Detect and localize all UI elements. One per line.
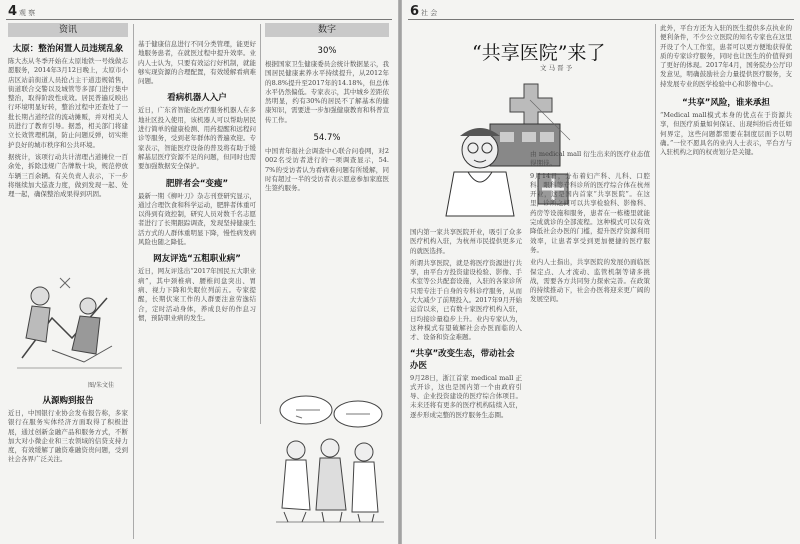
middle-body-3: 最新一期《柳叶刀》杂志刊登研究显示，通过合理饮食和科学运动，肥胖者体重可以得到有效控制，研究人员对数千名志愿者进行了长期跟踪调查，发现坚持健康生活方式的人群体重明显下降，慢性病发病风险也随之降低。 xyxy=(138,191,256,247)
right-column-divider xyxy=(655,24,656,539)
headline-source-report: 从源购到报告 xyxy=(42,396,94,406)
right-column-3 xyxy=(660,24,792,539)
news-section-header: 资讯 xyxy=(8,23,128,37)
news-column-bottom xyxy=(8,392,128,540)
numbers-body-2: 中国青年报社会调查中心联合问卷网，对2002名受访者进行的一项调查显示，54.7%的受访者认为看病难问题有所缓解，同时有超过一半的受访者表示愿意参加家庭医生签约服务。 xyxy=(265,147,389,193)
news-body-2: 据统计，该项行动共计清理占道摊位一百余处，拆除违规广告牌数十块，规范停放车辆三百余辆。有关负责人表示，下一步将继续加大巡查力度，做到发现一起、处理一起，确保整治成果得到巩固。 xyxy=(8,152,128,199)
right-col1-body-2: 9月28日，浙江首家 medical mall 正式开诊，这也是国内第一个由政府引导、企业投资建设的医疗综合体项目。未来还将有更多的医疗机构陆续入驻，逐步形成完整的医疗服务生态圈。 xyxy=(410,373,522,419)
right-col2-body-2: 业内人士指出，共享医院的发展仍面临医保定点、人才流动、监管机制等诸多挑战，需要各方共同努力探索完善。在政策的持续推动下，社会办医将迎来更广阔的发展空间。 xyxy=(530,258,650,304)
numbers-section-header: 数字 xyxy=(265,23,389,37)
left-page xyxy=(0,0,398,544)
right-col1-body: 所谓共享医院，就是将医疗资源进行共享，由平台方投资建设检验、影像、手术室等公共配套设施，入驻的各家诊所只需专注于自身的专科诊疗服务，从而大大减少了前期投入。2017年9月开始运营以来，已有数十家医疗机构入驻，日均接诊量稳步上升。业内专家认为，这种模式有望破解社会办医面临的人才、设备和资金难题。 xyxy=(410,258,522,342)
column-divider xyxy=(133,24,134,539)
right-col2-intro: 由 medical mall 衍生出来的医疗业态值得期待。 xyxy=(530,150,650,168)
headline-sharing-risk: “共享”风险，谁来承担 xyxy=(682,98,770,109)
stat-30-percent: 30% xyxy=(317,46,337,56)
article-title: “共享医院”来了 xyxy=(472,42,606,64)
left-folio: 4 观 察 xyxy=(8,4,36,19)
illustration-caption: 图/朱文佳 xyxy=(88,382,115,389)
headline-obesity: 肥胖者会“变瘦” xyxy=(165,178,229,189)
news-column-top xyxy=(8,40,128,255)
right-col2-body: 9月14日，分布着妇产科、儿科、口腔科、眼科等专科诊所的医疗综合体在杭州开业，这是国内首家“共享医院”。在这里，诊所之间可以共享检验科、影像科、药房等设施和服务，患者在一栋楼里就能完成就诊的全部流程。这种模式可以有效降低社会办医的门槛，提升医疗资源利用效率，让患者享受到更加便捷的医疗服务。 xyxy=(530,171,650,254)
middle-body-1: 基于健康信息进行不同分类管理，能更好地服务患者，在就医过程中提升效率。业内人士认为，只要有效运行好机制，就能够实现资源的合理配置，有效缓解看病难问题。 xyxy=(138,40,256,86)
doctors-cartoon-illustration xyxy=(266,388,390,536)
headline-occupational: 网友评选“五粗职业病” xyxy=(153,254,241,265)
right-column-2 xyxy=(530,150,650,540)
column-divider-2 xyxy=(260,24,261,424)
stat-54-percent: 54.7% xyxy=(313,133,341,144)
headline-robot: 看病机器人入户 xyxy=(167,93,227,104)
numbers-body-1: 根据国家卫生健康委员会统计数据显示，我国居民健康素养水平持续提升，从2012年的8.8%提升至2017年的14.18%，但总体水平仍然偏低。专家表示，其中城乡差距依然明显，约有30%的居民不了解基本的健康知识，需要进一步加强健康教育和科普宣传工作。 xyxy=(265,60,389,124)
headline-sharing-ecosystem: “共享”改变生态，带动社会办医 xyxy=(410,348,515,371)
left-header-rule xyxy=(6,19,392,20)
headline-taiyuan: 太原：整治闲置人员违规乱象 xyxy=(12,44,124,54)
right-col3-body: 此外，平台方还为入驻的医生提供多点执业的便利条件，不少公立医院的知名专家也在这里开设了个人工作室，患者可以更方便地获得优质的专家诊疗服务，同时也让医生的价值得到了更好的体现。2017年4月，国务院办公厅印发意见，明确鼓励社会力量提供医疗服务，支持发展专业的医学检验中心和影像中心。 xyxy=(660,24,792,88)
right-header-rule xyxy=(408,19,794,20)
middle-column xyxy=(138,40,256,540)
right-page xyxy=(402,0,800,544)
right-col3-body-3: “Medical mall模式本身的优点在于资源共享，但医疗质量如何保证、出现纠纷后责任如何界定，这些问题都需要在制度层面予以明确。”一位不愿具名的业内人士表示，平台方与入驻机构之间的权责划分是关键。 xyxy=(660,111,792,157)
news-body-1: 陈大杰从冬季开始在太原地铁一号线做志愿服务，2014年3月12日晚上，太原市小店区站前街道人员抢占主干道违规销售，街道联合交警以及城管等多部门进行集中整治，取得阶段性成效。居民普遍反映出行环境明显好转，整治过程中还查处了一批长期占道经营的流动摊贩，并对相关人员进行了教育引导。据悉，相关部门将建立长效管理机制，防止问题反弹，切实维护良好的城市秩序和公共环境。 xyxy=(8,57,128,149)
hospital-sketch-illustration xyxy=(12,258,126,378)
right-col1-intro: 国内第一家共享医院开业，吸引了众多医疗机构入驻，为杭州市民提供更多元的就医选择。 xyxy=(410,228,522,255)
news-body-3: 近日，中国银行业协会发布报告称，多家银行在服务实体经济方面取得了积极进展，通过创新金融产品和服务方式，不断加大对小微企业和三农领域的信贷支持力度，有效缓解了融资难融资贵问题，受到社会各界广泛关注。 xyxy=(8,409,128,464)
right-folio: 6 社 会 xyxy=(410,4,438,19)
middle-body-4: 近日，网友评选出“2017年国民五大职业病”，其中颈椎病、腰椎间盘突出、胃病、视力下降和失眠位列前五。专家提醒，长期伏案工作的人群要注意劳逸结合，定时活动身体，养成良好的作息习惯，预防职业病的发生。 xyxy=(138,267,256,322)
article-byline: 文 马 晋 予 xyxy=(540,64,573,72)
numbers-column xyxy=(265,40,389,380)
right-column-1 xyxy=(410,228,522,540)
middle-body-2: 近日，广东省智能化医疗服务机器人在多地社区投入使用，该机器人可以帮助居民进行简单的健康检测、用药提醒和远程问诊等服务，受到老年群体的普遍欢迎。专家表示，智能医疗设备的普及将有助于缓解基层医疗资源不足的问题，但同时也需要加强数据安全保护。 xyxy=(138,106,256,171)
